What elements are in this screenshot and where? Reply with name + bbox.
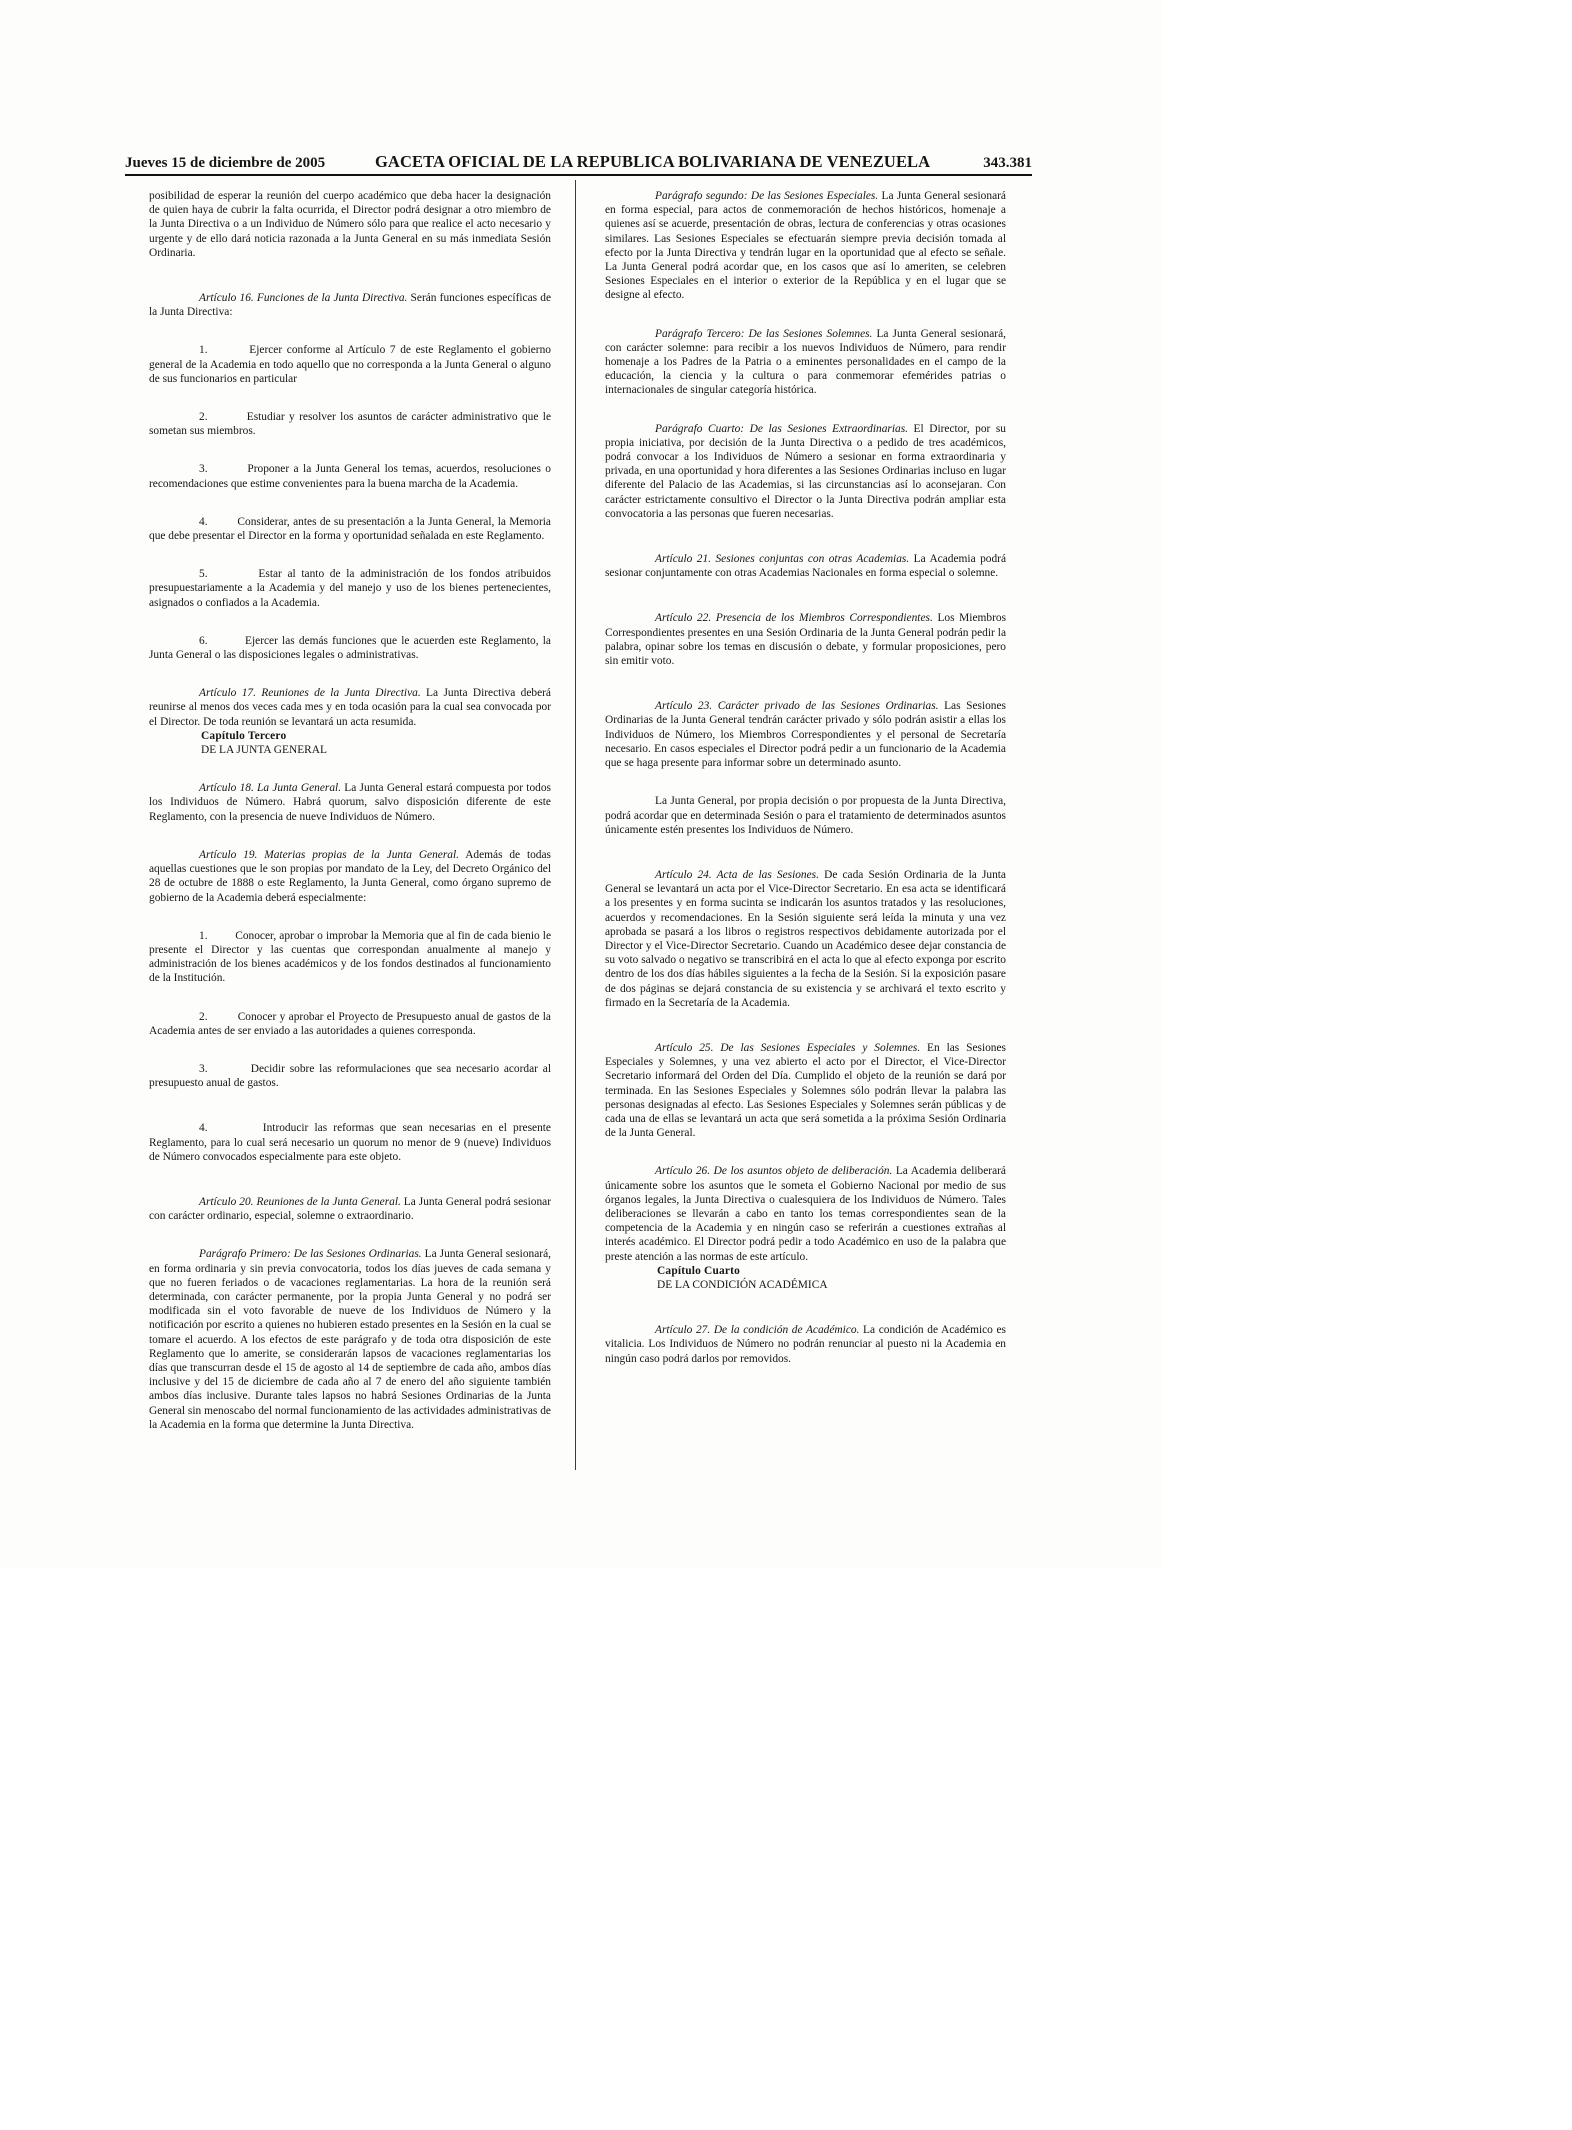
article-20 [149, 1195, 551, 1223]
article-24 [605, 868, 1006, 1010]
paragraph: La Junta General, por propia decisión o por propuesta de la Junta Directiva, podrá acordar que en determinada Sesión o para el tratamiento de determinados asuntos únicamente estén presentes los Individuos de Número. [605, 795, 1006, 836]
header-page-number: 343.381 [983, 155, 1032, 171]
article-18 [149, 781, 551, 824]
paragraph-heading: Parágrafo Cuarto: De las Sesiones Extraordinarias. [655, 422, 908, 435]
article-heading: Artículo 25. De las Sesiones Especiales y Solemnes. [655, 1041, 921, 1054]
paragraph-heading: Parágrafo segundo: De las Sesiones Especiales. [655, 190, 879, 202]
article-text: La Junta General podrá sesionar con carácter ordinario, especial, solemne o extraordinario. [149, 1195, 551, 1223]
paragraph-primero [149, 1247, 551, 1432]
paragraph-tercero [605, 327, 1006, 398]
page-header [125, 152, 1032, 176]
chapter-label: Capítulo Tercero [201, 729, 287, 742]
list-item: 5. Estar al tanto de la administración de los fondos atribuidos presupuestariamente a la Academia y del manejo y uso de los bienes pertenecientes, asignados o confiados a la Academia. [149, 568, 551, 609]
article-27 [605, 1323, 1006, 1366]
article-heading: Artículo 16. Funciones de la Junta Directiva. [199, 292, 408, 305]
article-heading: Artículo 18. La Junta General. [199, 782, 342, 795]
article-text: De cada Sesión Ordinaria de la Junta General se levantará un acta por el Vice-Director Secretario. En esa acta se identificará a los presentes y en forma sucinta se indicarán los asuntos tratados y las resoluciones, acuerdos y recomendaciones. En la Sesión siguiente será leída la minuta y una vez aprobada se pasará a los libros o registros respectivos debidamente autorizada por el Director y el Vice-Director Secretario. Cuando un Académico desee dejar constancia de su voto salvado o negativo se transcribirá en el acta lo que al efecto exponga por escrito dentro de los dos días hábiles siguientes a la fecha de la Sesión. Si la exposición pasare de dos páginas se dejará constancia de su existencia y se archivará el texto escrito y firmado en la Secretaría de la Academia. [605, 868, 1006, 1009]
article-17 [149, 686, 551, 729]
article-text: La Junta General estará compuesta por todos los Individuos de Número. Habrá quorum, salvo disposición diferente de este Reglamento, con la presencia de nueve Individuos de Número. [149, 782, 551, 823]
article-heading: Artículo 23. Carácter privado de las Sesiones Ordinarias. [655, 700, 939, 713]
article-heading: Artículo 21. Sesiones conjuntas con otras Academias. [655, 553, 910, 566]
article-text: Las Sesiones Ordinarias de la Junta General tendrán carácter privado y sólo podrán asistir a ellas los Individuos de Número, los Miembros Correspondientes y el personal de Secretaría necesario. En casos especiales el Director podrá pedir a un funcionario de la Academia que se haga presente para informar sobre un determinado asunto. [605, 700, 1006, 770]
article-heading: Artículo 19. Materias propias de la Junta General. [199, 848, 459, 861]
chapter-label: Capítulo Cuarto [657, 1264, 741, 1277]
list-item: 2. Conocer y aprobar el Proyecto de Presupuesto anual de gastos de la Academia antes de ser enviado a las autoridades a quienes corresponda. [149, 1010, 551, 1037]
article-23 [605, 699, 1006, 770]
left-column [149, 189, 551, 1454]
column-divider [575, 180, 576, 1470]
article-heading: Artículo 17. Reuniones de la Junta Directiva. [199, 687, 421, 700]
paragraph-text: La Junta General sesionará, en forma ordinaria y sin previa convocatoria, todos los días jueves de cada semana y que no fueren feriados o de vacaciones reglamentarias. La hora de la reunión será determinada, con carácter permanente, por la propia Junta General y no podrá ser modificada sin el voto favorable de nueve de los Individuos de Número y la notificación por escrito a quienes no hubieren estado presentes en la Sesión en la cual se tomare el acuerdo. A los efectos de este parágrafo y de toda otra disposición de este Reglamento que lo amerite, se considerarán lapsos de vacaciones reglamentarias los días que transcurran desde el 15 de agosto al 14 de septiembre de cada año, ambos días inclusive y del 15 de diciembre de cada año al 7 de enero del año siguiente también ambos días inclusive. Durante tales lapsos no habrá Sesiones Ordinarias de la Junta General sin menoscabo del normal funcionamiento de las actividades administrativas de la Academia en la forma que determine la Junta Directiva. [149, 1248, 552, 1431]
article-25 [605, 1041, 1006, 1140]
article-heading: Artículo 22. Presencia de los Miembros Correspondientes. [655, 612, 933, 625]
list-item: 4. Introducir las reformas que sean necesarias en el presente Reglamento, para lo cual será necesario un quorum no menor de 9 (nueve) Individuos de Número convocados especialmente para este objeto. [149, 1122, 551, 1163]
article-text: La Academia deliberará únicamente sobre los asuntos que le someta el Gobierno Nacional por medio de sus órganos legales, la Junta Directiva o cualesquiera de los Individuos de Número. Tales deliberaciones se llevarán a cabo en tanto los temas correspondientes sean de la competencia de la Academia y en ningún caso se referirán a cuestiones extrañas al interés académico. El Director podrá pedir a todo Académico en uso de la palabra que preste atención a las normas de este artículo. [605, 1165, 1006, 1263]
paragraph-heading: Parágrafo Tercero: De las Sesiones Solemnes. [655, 327, 873, 340]
list-item: 1. Conocer, aprobar o improbar la Memoria que al fin de cada bienio le presente el Director y las cuentas que correspondan anualmente al manejo y administración de los bienes académicos y de los fondos destinados al funcionamiento de la Institución. [149, 929, 551, 985]
paragraph-segundo [605, 189, 1006, 303]
paragraph-text: La Junta General sesionará, con carácter solemne: para recibir a los nuevos Individuos de Número, para rendir homenaje a los Padres de la Patria o a eminentes personalidades en el campo de la educación, la ciencia y la cultura o para conmemorar efemérides patrias o internacionales de singular categoría histórica. [605, 327, 1006, 397]
list-item: 4. Considerar, antes de su presentación a la Junta General, la Memoria que debe presentar el Director en la forma y oportunidad señalada en este Reglamento. [149, 515, 551, 543]
list-item: 1. Ejercer conforme al Artículo 7 de este Reglamento el gobierno general de la Academia en todo aquello que no corresponda a la Junta General o alguno de sus funcionarios en particular [149, 344, 551, 385]
list-item: 3. Decidir sobre las reformulaciones que sea necesario acordar al presupuesto anual de gastos. [149, 1062, 551, 1090]
article-text: Además de todas aquellas cuestiones que le son propias por mandato de la Ley, del Decreto Orgánico del 28 de octubre de 1888 o este Reglamento, la Junta General, como órgano supremo de gobierno de la Academia deberá especialmente: [149, 848, 551, 904]
article-text: En las Sesiones Especiales y Solemnes, y una vez abierto el acto por el Director, el Vice-Director Secretario informará del Orden del Día. Cumplido el objeto de la reunión se dará por terminada. En las Sesiones Especiales y Solemnes sólo podrán llevar la palabra las personas designadas al efecto. Las Sesiones Especiales y Solemnes serán públicas y de cada una de ellas se levantará un acta que será sometida a la próxima Sesión Ordinaria de la Junta General. [605, 1041, 1006, 1140]
list-item: 6. Ejercer las demás funciones que le acuerden este Reglamento, la Junta General o las disposiciones legales o administrativas. [149, 634, 551, 662]
article-text: Los Miembros Correspondientes presentes en una Sesión Ordinaria de la Junta General podrán pedir la palabra, opinar sobre los temas en discusión o debate, y formular proposiciones, pero sin emitir voto. [605, 612, 1006, 668]
article-heading: Artículo 24. Acta de las Sesiones. [655, 868, 819, 881]
article-16 [149, 291, 551, 319]
chapter-title: DE LA JUNTA GENERAL [201, 744, 327, 757]
paragraph: posibilidad de esperar la reunión del cuerpo académico que deba hacer la designación de quien haya de cubrir la falta ocurrida, el Director podrá designar a otro miembro de la Junta Directiva o a un Individuo de Número sólo para que realice el acto necesario y urgente y de ello dará noticia razonada a la Junta General en su más inmediata Sesión Ordinaria. [149, 190, 551, 259]
article-21 [605, 552, 1006, 580]
article-text: Serán funciones específicas de la Junta Directiva: [149, 292, 551, 319]
paragraph-text: El Director, por su propia iniciativa, por decisión de la Junta Directiva o a pedido de tres académicos, podrá convocar a los Individuos de Número a sesionar en forma extraordinaria y privada, en una oportunidad y hora diferentes a las Sesiones Ordinarias incluso en lugar diferente del Palacio de las Academias, si las circunstancias así lo aconsejaran. Con carácter estrictamente consultivo el Director o la Junta Directiva podrán ampliar esta convocatoria a las personas que fueren necesarias. [605, 422, 1006, 520]
article-text: La Junta Directiva deberá reunirse al menos dos veces cada mes y en toda ocasión para la cual sea convocada por el Director. De toda reunión se levantará un acta resumida. [149, 687, 551, 728]
article-19 [149, 848, 551, 905]
article-heading: Artículo 27. De la condición de Académico. [655, 1324, 860, 1337]
list-item: 2. Estudiar y resolver los asuntos de carácter administrativo que le sometan sus miembros. [149, 411, 551, 438]
article-heading: Artículo 20. Reuniones de la Junta General. [199, 1195, 401, 1208]
chapter-title: DE LA CONDICIÓN ACADÉMICA [657, 1278, 828, 1291]
article-text: La Academia podrá sesionar conjuntamente con otras Academias Nacionales en forma especial o solemne. [605, 553, 1006, 580]
article-text: La condición de Académico es vitalicia. Los Individuos de Número no podrán renunciar al puesto ni la Academia en ningún caso podrá darlos por removidos. [605, 1324, 1006, 1365]
right-column [605, 189, 1006, 1454]
paragraph-text: La Junta General sesionará en forma especial, para actos de conmemoración de hechos históricos, homenaje a quienes así se acuerde, presentación de obras, lectura de conferencias y otras ocasiones similares. Las Sesiones Especiales se efectuarán siempre previa decisión tomada al efecto por la Junta Directiva y tendrán lugar en la oportunidad que al efecto se señale. La Junta General podrá acordar que, en los casos que así lo ameriten, se celebren Sesiones Especiales en el interior o exterior de la República y en el lugar que se designe al efecto. [605, 190, 1006, 302]
paragraph-cuarto [605, 422, 1006, 521]
list-item: 3. Proponer a la Junta General los temas, acuerdos, resoluciones o recomendaciones que estime convenientes para la buena marcha de la Academia. [149, 463, 551, 490]
article-heading: Artículo 26. De los asuntos objeto de deliberación. [655, 1165, 893, 1178]
paragraph-heading: Parágrafo Primero: De las Sesiones Ordinarias. [199, 1248, 422, 1261]
header-date: Jueves 15 de diciembre de 2005 [125, 155, 326, 171]
header-title: GACETA OFICIAL DE LA REPUBLICA BOLIVARIANA DE VENEZUELA [375, 152, 931, 171]
article-22 [605, 611, 1006, 668]
article-26 [605, 1164, 1006, 1263]
